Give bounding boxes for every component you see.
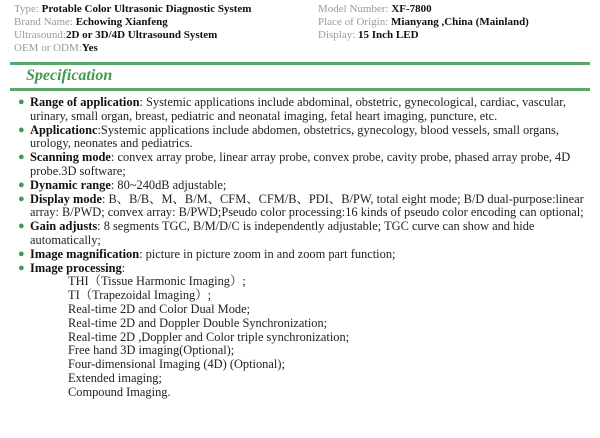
spec-text: Systemic applications include abdominal, obstetric, gynecological, cardiac, vascular, urinary, small organ, breast, pediatric and neonatal imaging, fetal heart imaging, puncture, etc. <box>30 95 566 123</box>
processing-item: Four-dimensional Imaging (4D) (Optional); <box>68 357 285 372</box>
bullet-icon: ● <box>18 178 25 191</box>
header-value: 15 Inch LED <box>358 29 419 41</box>
processing-item: TI（Trapezoidal Imaging）; <box>68 288 212 303</box>
spec-key: Image magnification <box>30 246 140 261</box>
spec-text: B、B/B、M、B/M、CFM、CFM/B、PDI、B/PW, total eight mode; B/D dual-purpose:linear array: B/PWD; convex array: B/PWD;Pseudo color processing:16 kinds of pseudo color encoding can optional; <box>30 191 584 220</box>
header-left-column <box>14 3 251 55</box>
spec-key: Gain adjusts <box>30 219 98 234</box>
bullet-icon: ● <box>18 192 25 205</box>
spec-text: 80~240dB adjustable; <box>117 177 227 192</box>
processing-item: Extended imaging; <box>68 370 162 385</box>
header-value: Echowing Xianfeng <box>75 16 168 28</box>
processing-item: Compound Imaging. <box>68 384 171 399</box>
processing-item: Free hand 3D imaging(Optional); <box>68 343 235 358</box>
spec-key: Dynamic range <box>30 177 111 192</box>
spec-item <box>16 220 592 248</box>
spec-text: picture in picture zoom in and zoom part function; <box>145 246 396 261</box>
spec-sep: : <box>139 95 147 109</box>
header-label: Type: <box>14 3 39 15</box>
header-value: Protable Color Ultrasonic Diagnostic System <box>41 3 252 15</box>
spec-text: Systemic applications include abdomen, obstetrics, gynecology, blood vessels, small organs, urology, neonates and pediatrics. <box>30 122 559 151</box>
header-label: Brand Name: <box>14 16 73 28</box>
header-row-type <box>14 3 251 16</box>
header-label: OEM or ODM: <box>14 42 82 54</box>
spec-key: Range of application <box>30 95 140 109</box>
specification-list <box>16 96 592 400</box>
spec-item <box>16 96 592 124</box>
spec-text: 8 segments TGC, B/M/D/C is independently adjustable; TGC curve can show and hide automatically; <box>30 219 535 247</box>
spec-sep: : <box>121 260 126 275</box>
section-title: Specification <box>26 67 113 84</box>
bullet-icon: ● <box>18 96 25 108</box>
header-row-model <box>318 3 529 16</box>
header-row-origin <box>318 16 529 29</box>
spec-sep: : <box>139 246 146 261</box>
spec-sep: : <box>97 219 104 234</box>
spec-item <box>16 179 592 193</box>
header-right-column <box>318 3 529 42</box>
bullet-icon: ● <box>18 123 25 136</box>
bullet-icon: ● <box>18 261 25 274</box>
header-row-ultrasound <box>14 29 251 42</box>
spec-sep: : <box>101 191 109 206</box>
processing-item: Real-time 2D and Color Dual Mode; <box>68 301 251 316</box>
spec-item <box>16 193 592 221</box>
spec-sep: : <box>110 177 118 192</box>
header-label: Model Number: <box>318 3 389 15</box>
spec-sep: : <box>110 150 118 165</box>
spec-key: Image processing <box>30 260 122 275</box>
header-label: Display: <box>318 29 356 41</box>
processing-list <box>16 275 592 399</box>
bullet-icon: ● <box>18 220 25 233</box>
header-row-display <box>318 29 529 42</box>
spec-text: convex array probe, linear array probe, convex probe, cavity probe, phased array probe, 4D probe.3D software; <box>30 150 571 178</box>
header-label: Ultrasound: <box>14 29 66 41</box>
spec-item <box>16 248 592 262</box>
divider-bottom <box>10 88 590 91</box>
spec-item <box>16 124 592 152</box>
processing-item: Real-time 2D ,Doppler and Color triple synchronization; <box>68 329 350 344</box>
header-value: XF-7800 <box>391 3 432 15</box>
header-value: Mianyang ,China (Mainland) <box>391 16 529 28</box>
spec-key: Applicationc <box>30 122 98 137</box>
header-value: Yes <box>81 42 98 54</box>
processing-item: THI（Tissue Harmonic Imaging）; <box>68 274 246 289</box>
processing-item: Real-time 2D and Doppler Double Synchronization; <box>68 315 328 330</box>
header-value: 2D or 3D/4D Ultrasound System <box>65 29 218 41</box>
header-label: Place of Origin: <box>318 16 389 28</box>
bullet-icon: ● <box>18 151 25 164</box>
spec-key: Display mode <box>30 191 102 206</box>
header-row-brand <box>14 16 251 29</box>
spec-item <box>16 262 592 276</box>
spec-sep: : <box>97 122 101 137</box>
header-row-oem <box>14 42 251 55</box>
spec-key: Scanning mode <box>30 150 111 165</box>
spec-item <box>16 151 592 179</box>
divider-top <box>10 62 590 65</box>
bullet-icon: ● <box>18 247 25 260</box>
